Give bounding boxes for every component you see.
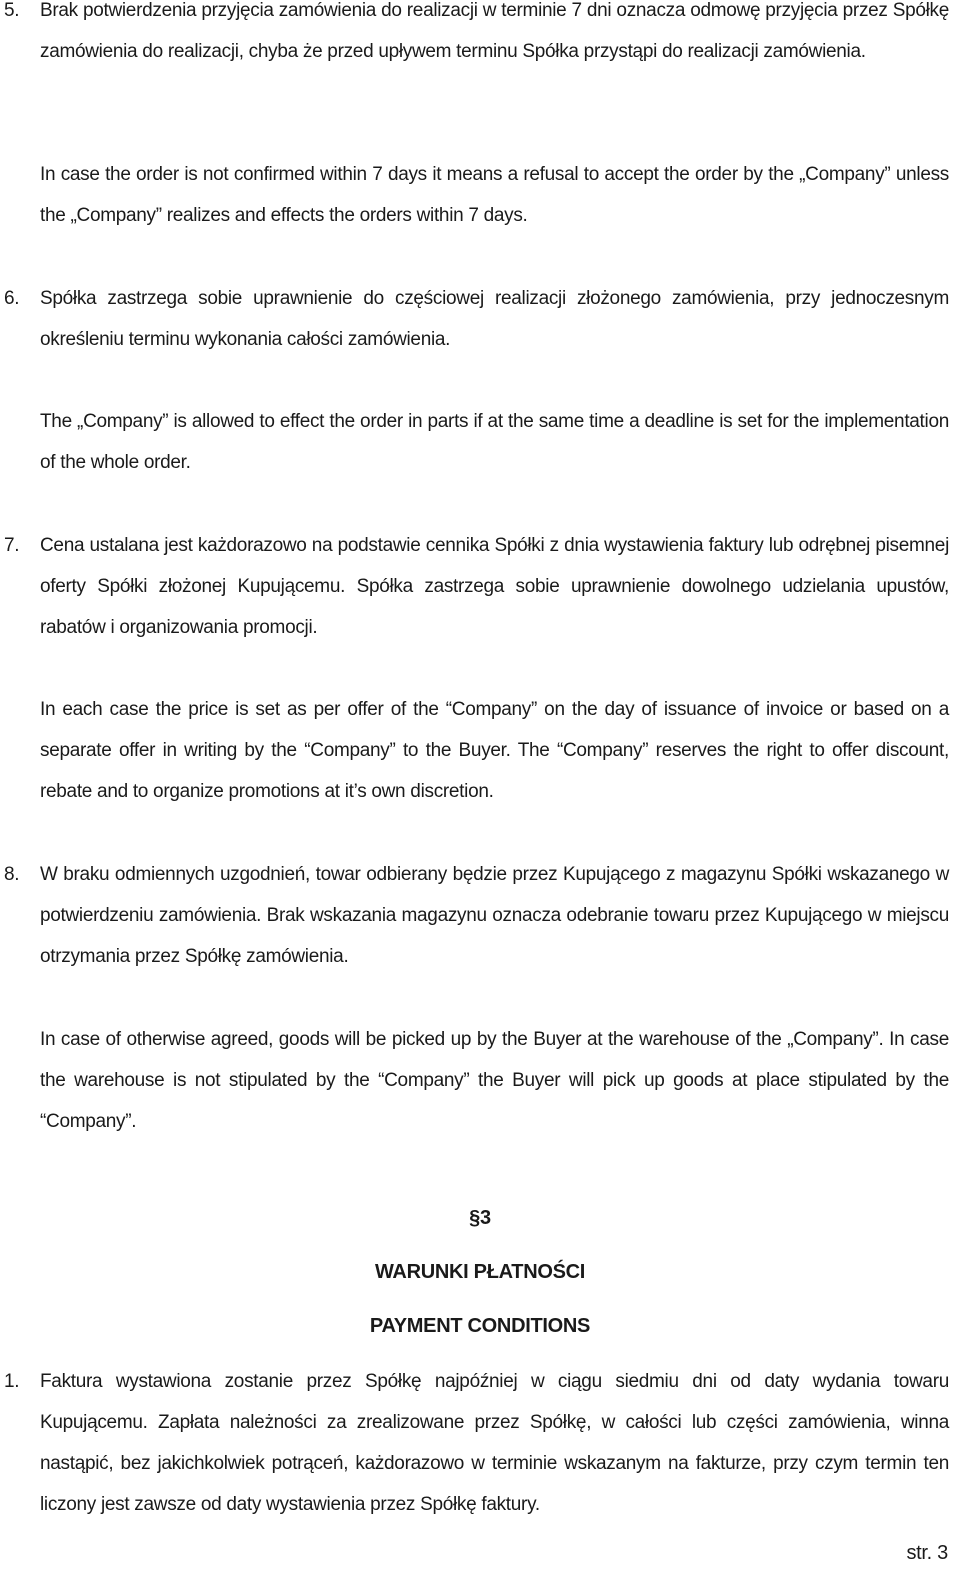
page-number: str. 3 <box>906 1542 948 1564</box>
clause-number: 8. <box>4 864 20 885</box>
clause-text-pl: Brak potwierdzenia przyjęcia zamówienia do realizacji w terminie 7 dni oznacza odmowę przyjęcia przez Spółkę zamówienia do realizacji, chyba że przed upływem terminu Spółka przystąpi do realizacji zamówienia. <box>40 0 949 62</box>
clause-text-en: In case the order is not confirmed within 7 days it means a refusal to accept the order by the „Company” unless the „Company” realizes and effects the orders within 7 days. <box>40 164 949 226</box>
clause-text-en: In case of otherwise agreed, goods will be picked up by the Buyer at the warehouse of the „Company”. In case the warehouse is not stipulated by the “Company” the Buyer will pick up goods at place stipulated by the “Company”. <box>40 1029 949 1132</box>
clause-number: 7. <box>4 535 20 556</box>
clause-text-pl: Cena ustalana jest każdorazowo na podstawie cennika Spółki z dnia wystawienia faktury lub odrębnej pisemnej oferty Spółki złożonej Kupującemu. Spółka zastrzega sobie uprawnienie dowolnego udzielania upustów, rabatów i organizowania promocji. <box>40 535 949 638</box>
clause-text-en: In each case the price is set as per offer of the “Company” on the day of issuance of invoice or based on a separate offer in writing by the “Company” to the Buyer. The “Company” reserves the right to offer discount, rebate and to organize promotions at it’s own discretion. <box>40 699 949 802</box>
clause-number: 1. <box>4 1371 20 1392</box>
clause-text-pl: Spółka zastrzega sobie uprawnienie do częściowej realizacji złożonego zamówienia, przy jednoczesnym określeniu terminu wykonania całości zamówienia. <box>40 288 949 350</box>
section-title-en: PAYMENT CONDITIONS <box>369 1315 591 1337</box>
clause-text-pl: W braku odmiennych uzgodnień, towar odbierany będzie przez Kupującego z magazynu Spółki wskazanego w potwierdzeniu zamówienia. Brak wskazania magazynu oznacza odebranie towaru przez Kupującego w miejscu otrzymania przez Spółkę zamówienia. <box>40 864 949 967</box>
clause-text-en: The „Company” is allowed to effect the order in parts if at the same time a deadline is set for the implementation of the whole order. <box>40 411 949 473</box>
section-symbol: §3 <box>469 1207 491 1229</box>
clause-number: 5. <box>4 0 20 21</box>
section-title-pl: WARUNKI PŁATNOŚCI <box>374 1261 586 1283</box>
clause-text-pl: Faktura wystawiona zostanie przez Spółkę najpóźniej w ciągu siedmiu dni od daty wydania towaru Kupującemu. Zapłata należności za zrealizowane przez Spółkę, w całości lub części zamówienia, winna nastąpić, bez jakichkolwiek potrąceń, każdorazowo w terminie wskazanym na fakturze, przy czym termin ten liczony jest zawsze od daty wystawienia przez Spółkę faktury. <box>40 1371 949 1515</box>
clause-number: 6. <box>4 288 20 309</box>
